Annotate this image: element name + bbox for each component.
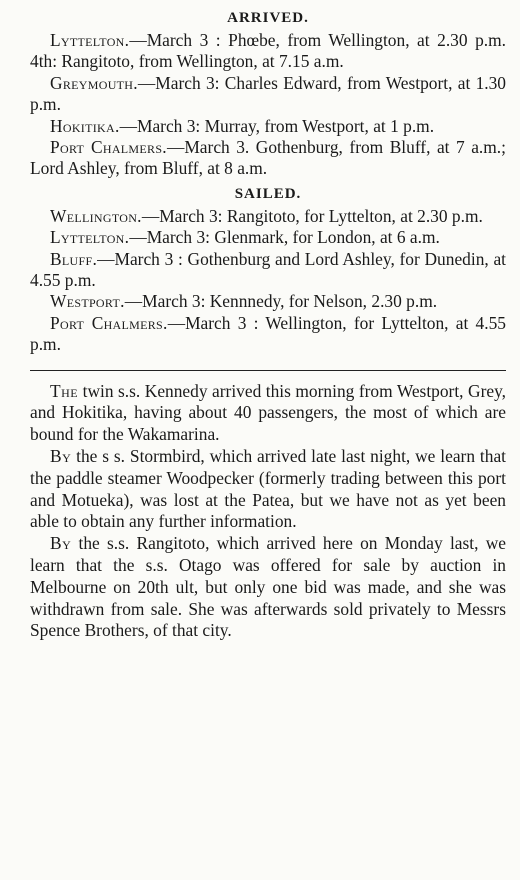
entry-place: Lyttelton. (50, 30, 130, 50)
arrived-entry (30, 73, 506, 116)
entry-place: Westport. (50, 291, 125, 312)
sailed-entry (30, 249, 506, 292)
entry-text: —March 3: Rangitoto, for Lyttelton, at 2.30 p.m. (141, 205, 483, 226)
arrived-entry (30, 30, 506, 73)
sailed-heading: SAILED. (234, 185, 302, 202)
entry-place: Greymouth. (50, 72, 138, 93)
sailed-entry (30, 313, 506, 356)
entry-place: Port Chalmers. (50, 137, 167, 158)
entry-text: —March 3: Murray, from Westport, at 1 p.m. (119, 115, 435, 136)
news-paragraph (30, 446, 506, 533)
arrived-entry (30, 137, 506, 180)
arrived-heading: ARRIVED. (227, 10, 309, 26)
entry-place: Bluff. (50, 248, 98, 269)
news-paragraph (30, 533, 506, 642)
arrived-entry (30, 116, 506, 137)
sailed-entry (30, 291, 506, 312)
entry-text: —March 3 : Wellington, for Lyttelton, at 4.55 p.m. (30, 312, 506, 355)
entry-text: —March 3: Glenmark, for London, at 6 a.m. (129, 227, 440, 248)
sailed-entry (30, 206, 506, 227)
news-paragraph (30, 381, 506, 446)
entry-text: —March 3: Kennnedy, for Nelson, 2.30 p.m. (124, 291, 438, 312)
entry-text: —March 3: Charles Edward, from Westport, at 1.30 p.m. (30, 72, 506, 115)
section-divider (30, 370, 506, 371)
paragraph-lead: The (50, 380, 79, 401)
paragraph-text: the s s. Stormbird, which arrived late last night, we learn that the paddle steamer Woodpecker (formerly trading between this port and Motueka), was lost at the Patea, but we have not as yet been able to obtain any further information. (30, 446, 506, 532)
entry-place: Hokitika. (50, 115, 120, 136)
paragraph-lead: By (50, 446, 72, 467)
entry-text: —March 3 : Gothenburg and Lord Ashley, for Dunedin, at 4.55 p.m. (30, 248, 506, 291)
entry-place: Wellington. (50, 205, 142, 226)
paragraph-lead: By (50, 533, 72, 554)
entry-text: —March 3. Gothenburg, from Bluff, at 7 a.m.; Lord Ashley, from Bluff, at 8 a.m. (30, 137, 506, 179)
sailed-entry (30, 227, 506, 248)
entry-place: Port Chalmers. (50, 312, 168, 333)
entry-place: Lyttelton. (50, 227, 130, 248)
paragraph-text: twin s.s. Kennedy arrived this morning from Westport, Grey, and Hokitika, having about 40 passengers, the most of which are bound for the Wakamarina. (30, 380, 506, 445)
entry-text: —March 3 : Phœbe, from Wellington, at 2.30 p.m. 4th: Rangitoto, from Wellington, at 7.15 a.m. (30, 30, 506, 72)
paragraph-text: the s.s. Rangitoto, which arrived here on Monday last, we learn that the s.s. Otago was offered for sale by auction in Melbourne on 20th ult, but only one bid was made, and she was withdrawn from sale. She was afterwards sold privately to Messrs Spence Brothers, of that city. (30, 533, 506, 641)
